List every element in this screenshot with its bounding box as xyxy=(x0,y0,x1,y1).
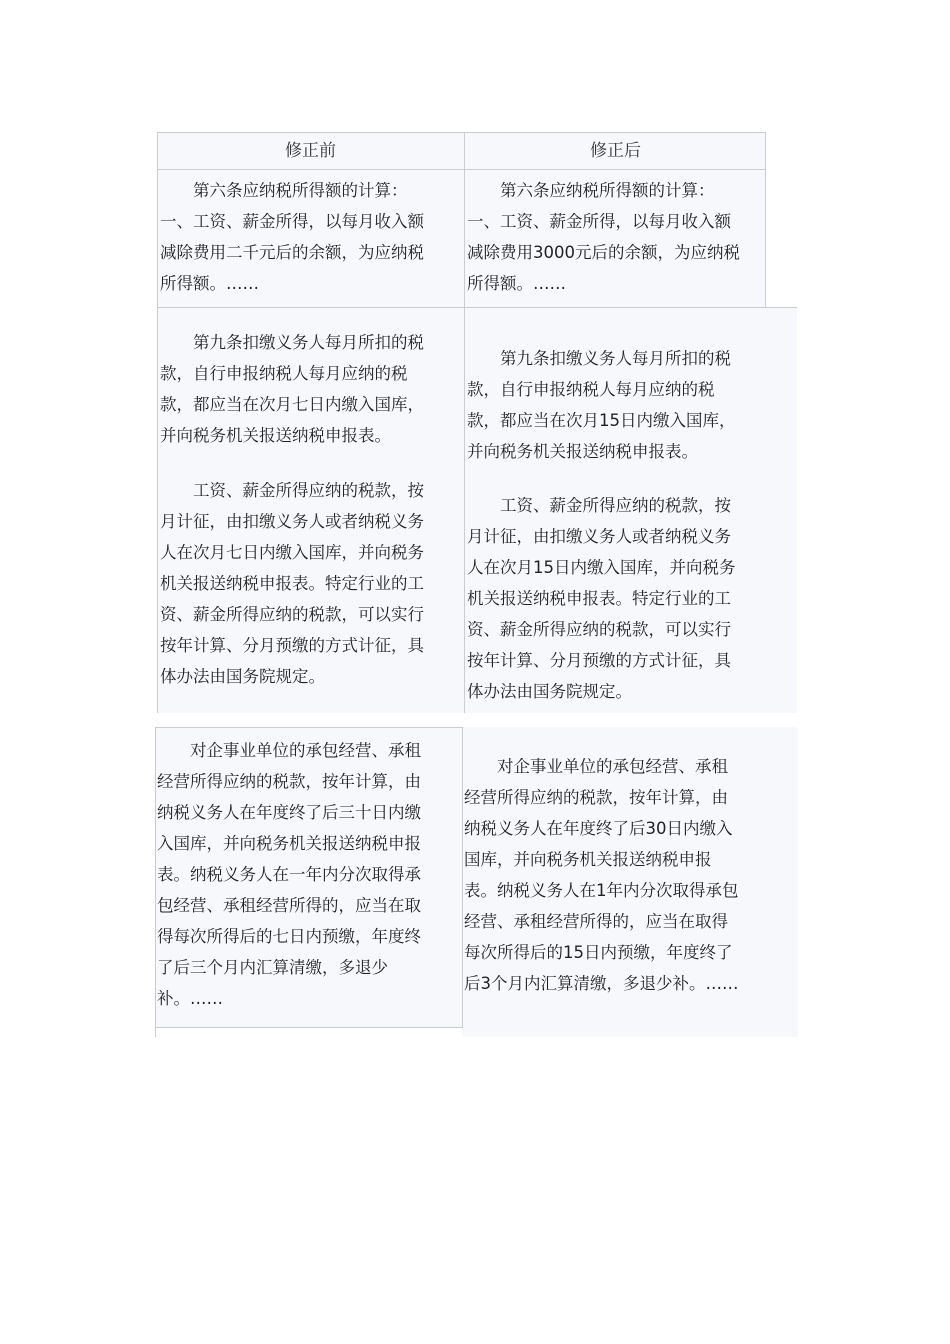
row2-before-para1: 第九条扣缴义务人每月所扣的税 款，自行申报纳税人每月应纳的税 款，都应当在次月七日内缴入国库， 并向税务机关报送纳税申报表。 xyxy=(160,333,424,445)
column-divider xyxy=(464,307,465,713)
row1-after-cell: 第六条应纳税所得额的计算： 一、工资、薪金所得，以每月收入额 减除费用3000元后的余额，为应纳税 所得额。…… xyxy=(467,181,740,293)
row3-after-cell: 对企事业单位的承包经营、承租 经营所得应纳的税款，按年计算，由 纳税义务人在年度终了后30日内缴入 国库，并向税务机关报送纳税申报 表。纳税义务人在1年内分次取得承包 经营、承租经营所得的，应当在取得 每次所得后的15日内预缴，年度终了 后3个月内汇算清缴，多退少补。…… xyxy=(464,757,739,993)
row1-before-cell: 第六条应纳税所得额的计算： 一、工资、薪金所得，以每月收入额 减除费用二千元后的余额，为应纳税 所得额。…… xyxy=(160,181,424,293)
column-header-after: 修正后 xyxy=(590,141,641,161)
row2-after-para1: 第九条扣缴义务人每月所扣的税 款，自行申报纳税人每月应纳的税 款，都应当在次月15日内缴入国库， 并向税务机关报送纳税申报表。 xyxy=(467,349,736,461)
row3-before-cell: 对企事业单位的承包经营、承租 经营所得应纳的税款，按年计算，由 纳税义务人在年度终了后三十日内缴 入国库，并向税务机关报送纳税申报 表。纳税义务人在一年内分次取得承 包经营、承租经营所得的，应当在取 得每次所得后的七日内预缴，年度终 了后三个月内汇算清缴，多退少 补。…… xyxy=(157,741,421,1008)
row2-before-para2: 工资、薪金所得应纳的税款，按 月计征，由扣缴义务人或者纳税义务 人在次月七日内缴入国库，并向税务 机关报送纳税申报表。特定行业的工 资、薪金所得应纳的税款，可以实行 按年计算、分月预缴的方式计征，具 体办法由国务院规定。 xyxy=(160,481,424,686)
row2-after-para2: 工资、薪金所得应纳的税款，按 月计征，由扣缴义务人或者纳税义务 人在次月15日内缴入国库，并向税务 机关报送纳税申报表。特定行业的工 资、薪金所得应纳的税款，可以实行 按年计算、分月预缴的方式计征，具 体办法由国务院规定。 xyxy=(467,496,736,701)
row3-left-edge xyxy=(155,1027,156,1037)
column-header-before: 修正前 xyxy=(285,141,336,161)
